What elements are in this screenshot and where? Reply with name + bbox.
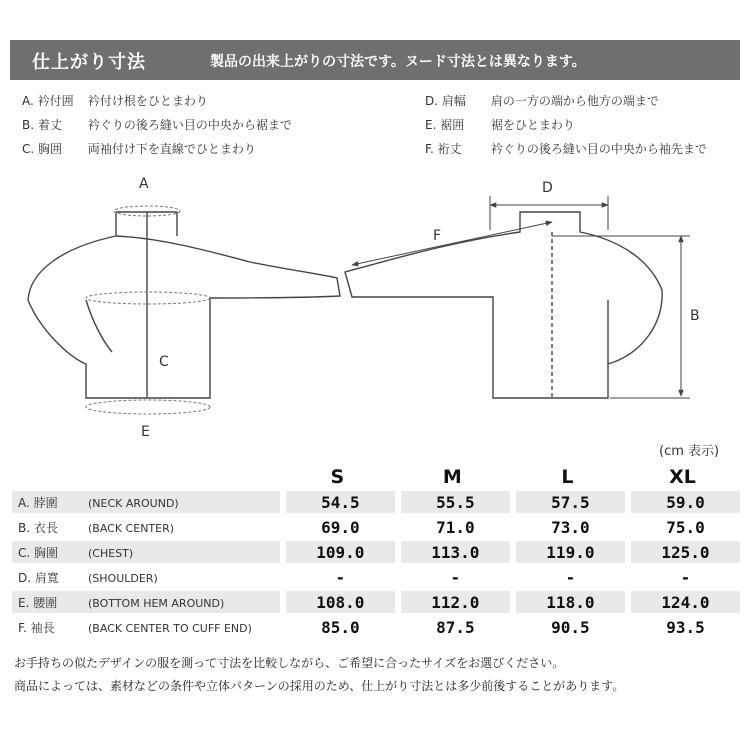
- chest-measure-line: [86, 292, 210, 304]
- table-cell: 124.0: [625, 591, 740, 613]
- table-cell: 54.5: [280, 491, 395, 513]
- back-view-jacket: [345, 212, 662, 398]
- table-cell: 90.5: [510, 616, 625, 638]
- size-table: [12, 463, 740, 641]
- table-row: C. 胸圍 (CHEST) 109.0 113.0 119.0 125.0: [12, 541, 740, 563]
- table-row: A. 脖圍 (NECK AROUND) 54.5 55.5 57.5 59.0: [12, 491, 740, 513]
- table-cell: 112.0: [395, 591, 510, 613]
- table-cell: 85.0: [280, 616, 395, 638]
- page-title: 仕上がり寸法: [32, 52, 146, 73]
- table-cell: 87.5: [395, 616, 510, 638]
- legend-item-b: B. 着丈 衿ぐりの後ろ縫い目の中央から裾まで: [22, 118, 292, 132]
- table-row: D. 肩寬 (SHOULDER) - - - -: [12, 566, 740, 588]
- table-cell: 55.5: [395, 491, 510, 513]
- table-cell: 71.0: [395, 516, 510, 538]
- label-b: B: [690, 308, 700, 324]
- label-a: A: [139, 176, 149, 192]
- legend-right: [425, 93, 707, 165]
- table-cell: 75.0: [625, 516, 740, 538]
- label-e: E: [141, 424, 150, 440]
- legend-item-c: C. 胸囲 両袖付け下を直線でひとまわり: [22, 142, 256, 156]
- table-row: B. 衣長 (BACK CENTER) 69.0 71.0 73.0 75.0: [12, 516, 740, 538]
- table-cell: 93.5: [625, 616, 740, 638]
- table-cell: -: [510, 566, 625, 588]
- table-cell: 69.0: [280, 516, 395, 538]
- sleeve-dim-line: [352, 222, 552, 265]
- size-m-header: M: [442, 466, 462, 488]
- size-xl-header: XL: [669, 466, 696, 488]
- legend-item-a: A. 衿付囲 衿付け根をひとまわり: [22, 94, 208, 108]
- header-banner: [10, 40, 740, 80]
- table-cell: 59.0: [625, 491, 740, 513]
- front-view-jacket: [28, 212, 340, 398]
- footnote-1: お手持ちの似たデザインの服を測って寸法を比較しながら、ご希望に合ったサイズをお選びください。: [14, 656, 565, 670]
- table-cell: 57.5: [510, 491, 625, 513]
- header-note: 製品の出来上がりの寸法です。ヌード寸法とは異なります。: [210, 54, 586, 70]
- label-f: F: [433, 228, 442, 244]
- unit-label: (cm 表示): [659, 444, 720, 459]
- table-cell: 125.0: [625, 541, 740, 563]
- table-cell: 109.0: [280, 541, 395, 563]
- table-cell: -: [395, 566, 510, 588]
- legend-left: [22, 93, 292, 165]
- hem-measure-line: [86, 400, 210, 414]
- table-row: E. 腰圍 (BOTTOM HEM AROUND) 108.0 112.0 118.0 124.0: [12, 591, 740, 613]
- table-cell: 118.0: [510, 591, 625, 613]
- table-cell: 113.0: [395, 541, 510, 563]
- footnote-2: 商品によっては、素材などの条件や立体パターンの採用のため、仕上がり寸法とは多少前後することがあります。: [14, 679, 625, 693]
- garment-diagram: [0, 165, 750, 445]
- table-header-row: [12, 466, 740, 488]
- table-cell: 108.0: [280, 591, 395, 613]
- table-row: F. 袖長 (BACK CENTER TO CUFF END) 85.0 87.5 90.5 93.5: [12, 616, 740, 638]
- table-cell: -: [625, 566, 740, 588]
- legend-item-e: E. 裾囲 裾をひとまわり: [425, 118, 575, 132]
- legend-item-f: F. 裄丈 衿ぐりの後ろ縫い目の中央から袖先まで: [425, 142, 707, 156]
- legend-item-d: D. 肩幅 肩の一方の端から他方の端まで: [425, 94, 659, 108]
- table-cell: 73.0: [510, 516, 625, 538]
- size-s-header: S: [330, 466, 345, 488]
- table-cell: -: [280, 566, 395, 588]
- table-cell: 119.0: [510, 541, 625, 563]
- label-c: C: [159, 354, 169, 370]
- label-d: D: [542, 180, 553, 196]
- size-l-header: L: [561, 466, 574, 488]
